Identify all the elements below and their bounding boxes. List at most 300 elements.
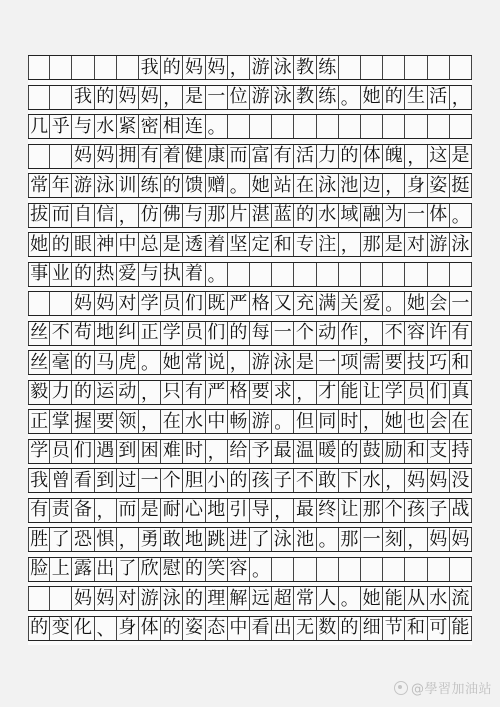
grid-cell: 员 — [161, 292, 183, 315]
grid-cell — [294, 263, 316, 286]
grid-cell: 她 — [383, 410, 405, 433]
grid-cell: 水 — [361, 469, 383, 492]
grid-cell: 中 — [206, 410, 228, 433]
grid-cell: 而 — [117, 499, 139, 522]
grid-cell: ， — [139, 410, 161, 433]
grid-cell: 理 — [206, 587, 228, 610]
grid-cell: 了 — [117, 558, 139, 581]
grid-cell: 让 — [361, 381, 383, 404]
grid-cell: 年 — [50, 174, 72, 197]
grid-cell: 有 — [28, 499, 50, 522]
grid-cell — [28, 145, 50, 168]
grid-cell: 紧 — [117, 115, 139, 138]
grid-cell: 游 — [250, 410, 272, 433]
essay-line — [28, 232, 472, 257]
grid-cell: 力 — [50, 381, 72, 404]
grid-cell: 为 — [383, 204, 405, 227]
grid-cell: 容 — [405, 322, 427, 345]
grid-cell: 项 — [339, 351, 361, 374]
grid-cell: 到 — [95, 469, 117, 492]
grid-cell: 要 — [95, 410, 117, 433]
grid-cell: 要 — [383, 351, 405, 374]
grid-cell: 学 — [383, 381, 405, 404]
grid-cell: 要 — [250, 381, 272, 404]
grid-cell: 我 — [28, 469, 50, 492]
grid-cell: ， — [361, 322, 383, 345]
grid-cell: 能 — [383, 587, 405, 610]
grid-cell — [339, 56, 361, 79]
grid-cell: 地 — [95, 322, 117, 345]
grid-cell: 笑 — [206, 558, 228, 581]
grid-cell: 丝 — [28, 351, 50, 374]
grid-cell: ， — [206, 440, 228, 463]
grid-cell: 孩 — [405, 499, 427, 522]
grid-cell — [339, 558, 361, 581]
grid-cell: 那 — [361, 233, 383, 256]
grid-cell: ， — [339, 233, 361, 256]
grid-cell: 泳 — [272, 528, 294, 551]
grid-cell: 常 — [28, 174, 50, 197]
grid-cell: 泳 — [161, 587, 183, 610]
grid-cell: 我 — [139, 56, 161, 79]
grid-cell: ， — [117, 528, 139, 551]
grid-cell: 难 — [161, 440, 183, 463]
grid-cell: 的 — [183, 558, 205, 581]
grid-cell: 的 — [72, 381, 94, 404]
grid-cell: 刻 — [383, 528, 405, 551]
grid-cell: 们 — [72, 440, 94, 463]
grid-cell: ， — [139, 381, 161, 404]
grid-cell: 她 — [250, 174, 272, 197]
grid-cell: 坚 — [228, 233, 250, 256]
grid-cell: 支 — [428, 440, 450, 463]
grid-cell: 妈 — [450, 528, 472, 551]
grid-cell: 游 — [250, 351, 272, 374]
grid-cell: 毫 — [50, 351, 72, 374]
grid-cell: 活 — [294, 145, 316, 168]
grid-cell: 神 — [95, 233, 117, 256]
grid-cell: 域 — [339, 204, 361, 227]
grid-cell: 和 — [405, 440, 427, 463]
grid-cell: 妈 — [139, 86, 161, 109]
grid-cell: 跳 — [206, 528, 228, 551]
grid-cell: 个 — [383, 499, 405, 522]
grid-cell: 是 — [139, 499, 161, 522]
grid-cell: 细 — [361, 617, 383, 640]
grid-cell: 而 — [50, 204, 72, 227]
essay-line — [28, 380, 472, 405]
grid-cell: 困 — [139, 440, 161, 463]
grid-cell: 身 — [405, 174, 427, 197]
grid-cell: 教 — [294, 86, 316, 109]
grid-cell: 予 — [250, 440, 272, 463]
essay-line — [28, 498, 472, 523]
grid-cell: 上 — [50, 558, 72, 581]
grid-cell: 事 — [28, 263, 50, 286]
grid-cell: 游 — [250, 56, 272, 79]
grid-cell: 过 — [117, 469, 139, 492]
grid-cell: 不 — [383, 322, 405, 345]
grid-cell: 妈 — [72, 587, 94, 610]
grid-cell — [361, 263, 383, 286]
grid-cell — [250, 115, 272, 138]
grid-cell: 到 — [117, 440, 139, 463]
grid-cell: 不 — [294, 469, 316, 492]
grid-cell: 关 — [339, 292, 361, 315]
essay-line — [28, 350, 472, 375]
grid-cell: 与 — [139, 263, 161, 286]
grid-cell: 生 — [405, 86, 427, 109]
grid-cell: 超 — [272, 587, 294, 610]
grid-cell: 暖 — [317, 440, 339, 463]
grid-cell — [428, 56, 450, 79]
grid-cell: 鼓 — [361, 440, 383, 463]
grid-cell: ， — [228, 351, 250, 374]
grid-cell: 下 — [339, 469, 361, 492]
grid-cell: 专 — [294, 233, 316, 256]
grid-cell: 。 — [206, 115, 228, 138]
grid-cell: 满 — [317, 292, 339, 315]
grid-cell: 欣 — [139, 558, 161, 581]
grid-cell: 密 — [139, 115, 161, 138]
grid-cell: 孩 — [250, 469, 272, 492]
grid-cell: 姿 — [183, 617, 205, 640]
grid-cell: 脸 — [28, 558, 50, 581]
grid-cell: 有 — [139, 145, 161, 168]
grid-cell: 个 — [161, 469, 183, 492]
grid-cell: 常 — [183, 351, 205, 374]
grid-cell — [405, 263, 427, 286]
grid-cell: 们 — [428, 381, 450, 404]
grid-cell: 纠 — [117, 322, 139, 345]
grid-cell: 小 — [206, 469, 228, 492]
grid-cell: 员 — [50, 440, 72, 463]
grid-cell: 的 — [161, 617, 183, 640]
grid-cell: 子 — [272, 469, 294, 492]
essay-line — [28, 439, 472, 464]
grid-cell: 和 — [405, 617, 427, 640]
grid-cell: 练 — [317, 56, 339, 79]
grid-cell: 终 — [317, 499, 339, 522]
grid-cell: 说 — [206, 351, 228, 374]
grid-cell: 露 — [72, 558, 94, 581]
grid-cell: 出 — [272, 617, 294, 640]
grid-cell: 有 — [450, 322, 472, 345]
grid-cell: 爱 — [117, 263, 139, 286]
grid-cell: 员 — [183, 322, 205, 345]
grid-cell: 融 — [361, 204, 383, 227]
essay-line — [28, 203, 472, 228]
grid-cell: ， — [405, 145, 427, 168]
grid-cell — [272, 115, 294, 138]
grid-cell: 的 — [95, 86, 117, 109]
essay-line — [28, 173, 472, 198]
grid-cell: 。 — [250, 558, 272, 581]
grid-cell: ， — [228, 56, 250, 79]
grid-cell: ， — [294, 381, 316, 404]
grid-cell: 信 — [95, 204, 117, 227]
grid-cell: 既 — [206, 292, 228, 315]
grid-cell — [450, 558, 472, 581]
grid-cell: 连 — [183, 115, 205, 138]
essay-paper — [28, 55, 472, 645]
grid-cell: 远 — [250, 587, 272, 610]
grid-cell — [272, 558, 294, 581]
grid-cell: 正 — [28, 410, 50, 433]
grid-cell: 泳 — [272, 56, 294, 79]
grid-cell — [383, 115, 405, 138]
grid-cell: 也 — [405, 410, 427, 433]
grid-cell — [28, 56, 50, 79]
grid-cell: 我 — [72, 86, 94, 109]
grid-cell: 眼 — [72, 233, 94, 256]
grid-cell: 那 — [339, 528, 361, 551]
grid-cell: 的 — [339, 617, 361, 640]
grid-cell — [383, 558, 405, 581]
grid-cell: 体 — [428, 204, 450, 227]
grid-cell: 慰 — [161, 558, 183, 581]
grid-cell: 妈 — [72, 292, 94, 315]
grid-cell: 态 — [206, 617, 228, 640]
grid-cell: 变 — [50, 617, 72, 640]
essay-line — [28, 616, 472, 641]
grid-cell: 与 — [183, 204, 205, 227]
grid-cell: 和 — [450, 351, 472, 374]
grid-cell: 严 — [206, 381, 228, 404]
grid-cell — [28, 587, 50, 610]
grid-cell: 在 — [161, 410, 183, 433]
grid-cell: 体 — [361, 145, 383, 168]
grid-cell: 她 — [28, 233, 50, 256]
grid-cell: 池 — [339, 174, 361, 197]
grid-cell — [228, 263, 250, 286]
grid-cell: 一 — [206, 86, 228, 109]
grid-cell: 虎 — [117, 351, 139, 374]
grid-cell: 执 — [161, 263, 183, 286]
grid-cell: 胜 — [28, 528, 50, 551]
grid-cell: 湛 — [250, 204, 272, 227]
grid-cell: 了 — [250, 528, 272, 551]
grid-cell — [228, 115, 250, 138]
grid-cell: 让 — [339, 499, 361, 522]
grid-cell: 最 — [294, 499, 316, 522]
grid-cell: 是 — [183, 86, 205, 109]
grid-cell: 毅 — [28, 381, 50, 404]
grid-cell: 的 — [228, 322, 250, 345]
watermark-logo-icon — [394, 681, 408, 695]
grid-cell: 注 — [317, 233, 339, 256]
grid-cell: 那 — [361, 499, 383, 522]
grid-cell: 。 — [317, 528, 339, 551]
grid-cell: 才 — [317, 381, 339, 404]
grid-cell: 运 — [95, 381, 117, 404]
grid-cell — [339, 263, 361, 286]
grid-cell: 泳 — [317, 174, 339, 197]
grid-cell: ， — [450, 86, 472, 109]
grid-cell: 她 — [361, 587, 383, 610]
grid-cell — [450, 56, 472, 79]
grid-cell: 节 — [383, 617, 405, 640]
grid-cell: 又 — [272, 292, 294, 315]
grid-cell — [50, 145, 72, 168]
grid-cell: 游 — [72, 174, 94, 197]
grid-cell: 妈 — [206, 56, 228, 79]
grid-cell: ， — [361, 410, 383, 433]
grid-cell: 是 — [383, 233, 405, 256]
grid-cell: 身 — [117, 617, 139, 640]
grid-cell: 们 — [206, 322, 228, 345]
grid-cell: 需 — [361, 351, 383, 374]
essay-line — [28, 262, 472, 287]
grid-cell: 乎 — [50, 115, 72, 138]
grid-cell: 有 — [183, 381, 205, 404]
grid-cell: 学 — [139, 292, 161, 315]
grid-cell: 的 — [72, 351, 94, 374]
grid-cell: 地 — [206, 499, 228, 522]
grid-cell — [294, 558, 316, 581]
grid-cell: 进 — [228, 528, 250, 551]
grid-cell: 透 — [183, 233, 205, 256]
grid-cell: 妈 — [428, 528, 450, 551]
grid-cell — [361, 558, 383, 581]
grid-cell: 水 — [95, 115, 117, 138]
grid-cell: 一 — [361, 528, 383, 551]
grid-cell: 妈 — [72, 145, 94, 168]
grid-cell — [50, 587, 72, 610]
grid-cell: 曾 — [50, 469, 72, 492]
grid-cell — [450, 115, 472, 138]
essay-line — [28, 527, 472, 552]
grid-cell: 个 — [294, 322, 316, 345]
essay-line — [28, 321, 472, 346]
grid-cell — [339, 115, 361, 138]
grid-cell: 业 — [50, 263, 72, 286]
grid-cell: 和 — [272, 233, 294, 256]
grid-cell: ， — [161, 86, 183, 109]
grid-cell: 可 — [428, 617, 450, 640]
grid-cell: 一 — [272, 322, 294, 345]
grid-cell: 佛 — [161, 204, 183, 227]
grid-cell: 拥 — [117, 145, 139, 168]
grid-cell: 挺 — [450, 174, 472, 197]
grid-cell: 泳 — [95, 174, 117, 197]
grid-cell — [50, 86, 72, 109]
grid-cell — [317, 263, 339, 286]
grid-cell: 一 — [317, 351, 339, 374]
essay-line — [28, 291, 472, 316]
grid-cell: 化 — [72, 617, 94, 640]
grid-cell: 不 — [50, 322, 72, 345]
grid-cell: 丝 — [28, 322, 50, 345]
grid-cell: ， — [117, 204, 139, 227]
grid-cell: 游 — [250, 86, 272, 109]
grid-cell: 地 — [183, 528, 205, 551]
grid-cell: 中 — [117, 233, 139, 256]
grid-cell: 数 — [317, 617, 339, 640]
essay-line — [28, 586, 472, 611]
grid-cell: 常 — [294, 587, 316, 610]
grid-cell: 馈 — [183, 174, 205, 197]
grid-cell: 时 — [183, 440, 205, 463]
grid-cell: 出 — [95, 558, 117, 581]
grid-cell: 的 — [161, 174, 183, 197]
grid-cell: 每 — [250, 322, 272, 345]
grid-cell: 那 — [206, 204, 228, 227]
grid-cell — [294, 115, 316, 138]
grid-cell: 、 — [95, 617, 117, 640]
grid-cell: 魄 — [383, 145, 405, 168]
grid-cell: 一 — [405, 204, 427, 227]
grid-cell: 富 — [250, 145, 272, 168]
grid-cell: 边 — [361, 174, 383, 197]
grid-cell: 有 — [272, 145, 294, 168]
grid-cell: 。 — [228, 174, 250, 197]
grid-cell: 位 — [228, 86, 250, 109]
grid-cell: 人 — [317, 587, 339, 610]
grid-cell: 总 — [139, 233, 161, 256]
grid-cell: 敢 — [317, 469, 339, 492]
essay-line — [28, 144, 472, 169]
grid-cell: 子 — [428, 499, 450, 522]
grid-cell: 中 — [228, 617, 250, 640]
grid-cell: 没 — [450, 469, 472, 492]
grid-cell: ， — [405, 528, 427, 551]
grid-cell: 同 — [317, 410, 339, 433]
grid-cell: 赠 — [206, 174, 228, 197]
grid-cell: 活 — [428, 86, 450, 109]
grid-cell: 学 — [28, 440, 50, 463]
grid-cell: 练 — [317, 86, 339, 109]
grid-cell: 一 — [139, 469, 161, 492]
grid-cell: ， — [383, 174, 405, 197]
grid-cell: 无 — [294, 617, 316, 640]
grid-cell: 领 — [117, 410, 139, 433]
grid-cell: 巧 — [428, 351, 450, 374]
grid-cell: 了 — [50, 528, 72, 551]
grid-cell: 拔 — [28, 204, 50, 227]
grid-cell: 妈 — [428, 469, 450, 492]
grid-cell: 动 — [317, 322, 339, 345]
grid-cell: 力 — [317, 145, 339, 168]
grid-cell: 的 — [228, 469, 250, 492]
grid-cell: 她 — [161, 351, 183, 374]
grid-cell: 妈 — [95, 145, 117, 168]
grid-cell: ， — [95, 499, 117, 522]
grid-cell: 格 — [228, 381, 250, 404]
grid-cell: 的 — [339, 440, 361, 463]
grid-cell: 遇 — [95, 440, 117, 463]
grid-cell: 妈 — [405, 469, 427, 492]
grid-cell: 战 — [450, 499, 472, 522]
grid-cell: 对 — [117, 292, 139, 315]
grid-cell: 妈 — [95, 292, 117, 315]
watermark — [394, 678, 492, 697]
grid-cell: 健 — [183, 145, 205, 168]
grid-cell: 的 — [72, 263, 94, 286]
grid-cell: 仿 — [139, 204, 161, 227]
grid-cell: 从 — [405, 587, 427, 610]
grid-cell: 姿 — [428, 174, 450, 197]
grid-cell: 热 — [95, 263, 117, 286]
essay-line — [28, 468, 472, 493]
grid-cell: 游 — [428, 233, 450, 256]
grid-cell: 心 — [183, 499, 205, 522]
grid-cell: 作 — [339, 322, 361, 345]
grid-cell: 备 — [72, 499, 94, 522]
grid-cell: 能 — [450, 617, 472, 640]
grid-cell — [317, 558, 339, 581]
grid-cell: 教 — [294, 56, 316, 79]
